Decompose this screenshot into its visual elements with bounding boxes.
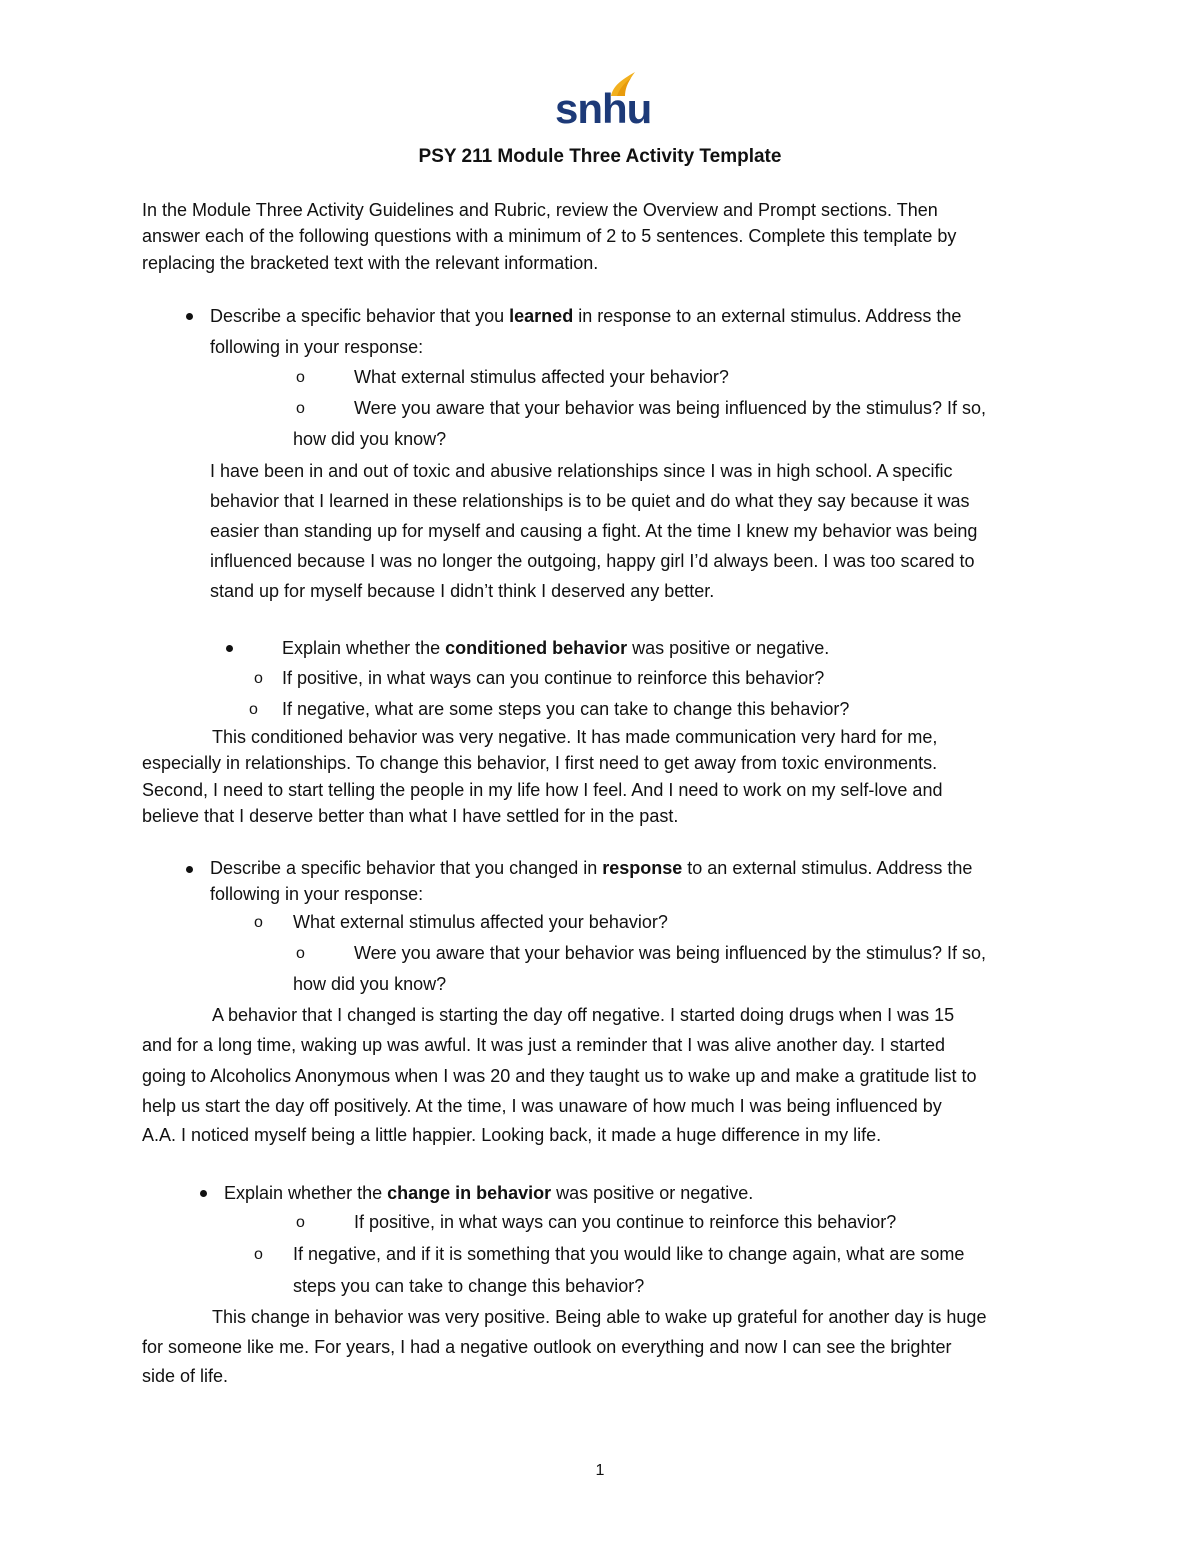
- question-3-text-end: to an external stimulus. Address the: [682, 858, 973, 878]
- answer-3-line: and for a long time, waking up was awful. It was just a reminder that I was alive another day. I started: [142, 1035, 946, 1055]
- question-2-bold: conditioned behavior: [445, 638, 628, 658]
- page-title: PSY 211 Module Three Activity Template: [418, 146, 782, 167]
- answer-3-line: help us start the day off positively. At the time, I was unaware of how much I was being influenced by: [142, 1096, 942, 1116]
- question-1-text: Describe a specific behavior that you: [210, 306, 510, 326]
- page-number: 1: [595, 1462, 605, 1479]
- question-4: [224, 1183, 753, 1204]
- question-2-text-end: was positive or negative.: [627, 638, 830, 658]
- sub-bullet-marker: o: [296, 945, 305, 962]
- answer-4-line: side of life.: [142, 1366, 229, 1386]
- bullet-icon: [186, 866, 193, 873]
- intro-line: answer each of the following questions with a minimum of 2 to 5 sentences. Complete this template by: [142, 226, 957, 246]
- answer-4-line: This change in behavior was very positive. Being able to wake up grateful for another day is huge: [212, 1307, 987, 1327]
- answer-3-line: A behavior that I changed is starting the day off negative. I started doing drugs when I was 15: [212, 1005, 955, 1025]
- question-4-text-end: was positive or negative.: [551, 1183, 754, 1203]
- question-4-text: Explain whether the: [224, 1183, 388, 1203]
- answer-1-line: behavior that I learned in these relationships is to be quiet and do what they say because it was: [210, 491, 970, 511]
- logo-text: snhu: [555, 85, 652, 132]
- answer-1-line: influenced because I was no longer the outgoing, happy girl I’d always been. I was too scared to: [210, 551, 975, 571]
- question-3-sub-1: What external stimulus affected your behavior?: [293, 912, 668, 932]
- sub-bullet-marker: o: [296, 400, 305, 417]
- question-1-text-end: in response to an external stimulus. Address the: [573, 306, 962, 326]
- question-4-sub-1: If positive, in what ways can you continue to reinforce this behavior?: [354, 1212, 897, 1232]
- question-1-sub-2: Were you aware that your behavior was being influenced by the stimulus? If so,: [354, 398, 987, 418]
- answer-2-line: especially in relationships. To change this behavior, I first need to get away from toxic environments.: [142, 753, 938, 773]
- snhu-logo: [555, 70, 652, 132]
- question-2: [282, 638, 829, 659]
- bullet-icon: [226, 645, 233, 652]
- sub-bullet-marker: o: [254, 914, 263, 931]
- answer-3-line: A.A. I noticed myself being a little happier. Looking back, it made a huge difference in my life.: [142, 1125, 882, 1145]
- question-1-line2: following in your response:: [210, 337, 424, 357]
- question-1-bold: learned: [509, 306, 574, 326]
- question-4-sub-2: If negative, and if it is something that you would like to change again, what are some: [293, 1244, 965, 1264]
- question-3-sub-2-cont: how did you know?: [293, 974, 447, 994]
- answer-3-line: going to Alcoholics Anonymous when I was 20 and they taught us to wake up and make a gratitude list to: [142, 1066, 977, 1086]
- question-3-line2: following in your response:: [210, 884, 424, 904]
- question-1-sub-1: What external stimulus affected your behavior?: [354, 367, 729, 387]
- answer-2-line: Second, I need to start telling the people in my life how I feel. And I need to work on my self-love and: [142, 780, 943, 800]
- question-3: [210, 858, 972, 879]
- answer-4-line: for someone like me. For years, I had a negative outlook on everything and now I can see the brighter: [142, 1337, 952, 1357]
- question-3-bold: response: [602, 858, 683, 878]
- question-2-sub-2: If negative, what are some steps you can take to change this behavior?: [282, 699, 850, 719]
- answer-2-line: This conditioned behavior was very negative. It has made communication very hard for me,: [212, 727, 938, 747]
- sub-bullet-marker: o: [254, 670, 263, 687]
- question-1-sub-2-cont: how did you know?: [293, 429, 447, 449]
- question-3-text: Describe a specific behavior that you changed in: [210, 858, 603, 878]
- sub-bullet-marker: o: [254, 1246, 263, 1263]
- answer-1-line: I have been in and out of toxic and abusive relationships since I was in high school. A specific: [210, 461, 953, 481]
- answer-1-line: easier than standing up for myself and causing a fight. At the time I knew my behavior was being: [210, 521, 978, 541]
- sub-bullet-marker: o: [296, 369, 305, 386]
- question-3-sub-2: Were you aware that your behavior was being influenced by the stimulus? If so,: [354, 943, 987, 963]
- question-2-sub-1: If positive, in what ways can you continue to reinforce this behavior?: [282, 668, 825, 688]
- intro-line: replacing the bracketed text with the relevant information.: [142, 253, 599, 273]
- bullet-icon: [200, 1190, 207, 1197]
- question-2-text: Explain whether the: [282, 638, 446, 658]
- answer-2-line: believe that I deserve better than what I have settled for in the past.: [142, 806, 679, 826]
- answer-1-line: stand up for myself because I didn’t think I deserved any better.: [210, 581, 715, 601]
- question-4-bold: change in behavior: [387, 1183, 552, 1203]
- intro-line: In the Module Three Activity Guidelines and Rubric, review the Overview and Prompt sections. Then: [142, 200, 938, 220]
- bullet-icon: [186, 313, 193, 320]
- question-1: [210, 306, 961, 327]
- question-4-sub-2-cont: steps you can take to change this behavior?: [293, 1276, 645, 1296]
- sub-bullet-marker: o: [296, 1214, 305, 1231]
- sub-bullet-marker: o: [249, 701, 258, 718]
